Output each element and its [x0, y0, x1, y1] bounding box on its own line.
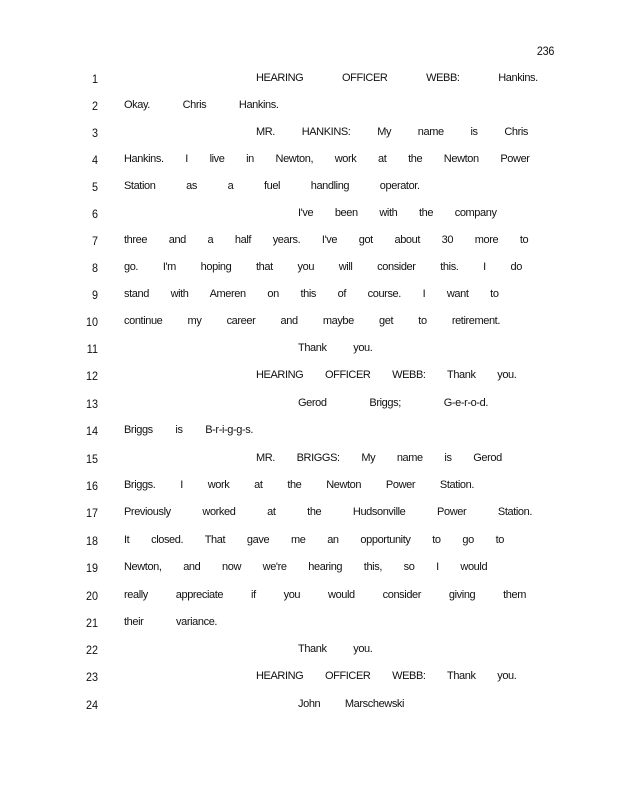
transcript-line	[0, 589, 618, 605]
line-text: continue my career and maybe get to retirement.	[124, 315, 500, 327]
line-number: 8	[91, 261, 98, 275]
line-number: 6	[91, 207, 98, 221]
line-text: Previously worked at the Hudsonville Power Station.	[124, 506, 532, 518]
transcript-line	[0, 126, 618, 142]
line-number: 1	[91, 72, 98, 86]
line-text: John Marschewski	[298, 698, 405, 710]
line-text: Gerod Briggs; G-e-r-o-d.	[298, 397, 488, 409]
line-number: 10	[85, 315, 98, 329]
line-number: 12	[85, 369, 98, 383]
line-number: 14	[85, 424, 98, 438]
line-number: 23	[85, 670, 98, 684]
line-text: Station as a fuel handling operator.	[124, 180, 420, 192]
line-text: Hankins. I live in Newton, work at the Newton Power	[124, 153, 530, 165]
transcript-line	[0, 342, 618, 358]
transcript-line	[0, 315, 618, 331]
line-number: 3	[91, 126, 98, 140]
line-number: 15	[85, 452, 98, 466]
line-number: 2	[91, 99, 98, 113]
line-number: 17	[85, 506, 98, 520]
line-number: 11	[86, 342, 98, 356]
line-number: 7	[91, 234, 98, 248]
transcript-line	[0, 506, 618, 522]
line-text: HEARING OFFICER WEBB: Thank you.	[256, 670, 517, 682]
line-text: HEARING OFFICER WEBB: Hankins.	[256, 72, 538, 84]
transcript-line	[0, 670, 618, 686]
transcript-line	[0, 534, 618, 550]
line-text: MR. HANKINS: My name is Chris	[256, 126, 528, 138]
line-text: stand with Ameren on this of course. I want to	[124, 288, 499, 300]
transcript-line	[0, 261, 618, 277]
transcript-line	[0, 207, 618, 223]
line-number: 22	[85, 643, 98, 657]
transcript-line	[0, 180, 618, 196]
line-number: 20	[85, 589, 98, 603]
transcript-line	[0, 153, 618, 169]
page-number: 236	[536, 44, 554, 58]
line-text: I've been with the company	[298, 207, 497, 219]
transcript-line	[0, 99, 618, 115]
transcript-line	[0, 72, 618, 88]
line-number: 21	[85, 616, 98, 630]
line-text: Briggs is B-r-i-g-g-s.	[124, 424, 253, 436]
transcript-line	[0, 698, 618, 714]
transcript-line	[0, 424, 618, 440]
line-text: three and a half years. I've got about 30 more to	[124, 234, 529, 246]
line-text: Thank you.	[298, 643, 373, 655]
line-text: MR. BRIGGS: My name is Gerod	[256, 452, 502, 464]
transcript-line	[0, 288, 618, 304]
transcript-line	[0, 643, 618, 659]
line-text: their variance.	[124, 616, 218, 628]
transcript-line	[0, 561, 618, 577]
line-number: 4	[91, 153, 98, 167]
line-text: Okay. Chris Hankins.	[124, 99, 279, 111]
transcript-line	[0, 452, 618, 468]
line-text: HEARING OFFICER WEBB: Thank you.	[256, 369, 517, 381]
line-text: Briggs. I work at the Newton Power Station.	[124, 479, 474, 491]
line-number: 9	[91, 288, 98, 302]
line-text: It closed. That gave me an opportunity to go to	[124, 534, 504, 546]
transcript-line	[0, 369, 618, 385]
line-text: Thank you.	[298, 342, 373, 354]
line-number: 16	[85, 479, 98, 493]
transcript-line	[0, 479, 618, 495]
line-text: go. I'm hoping that you will consider this. I do	[124, 261, 522, 273]
line-number: 5	[91, 180, 98, 194]
line-text: Newton, and now we're hearing this, so I would	[124, 561, 488, 573]
line-text: really appreciate if you would consider giving them	[124, 589, 526, 601]
line-number: 13	[85, 397, 98, 411]
line-number: 19	[85, 561, 98, 575]
line-number: 24	[85, 698, 98, 712]
transcript-line	[0, 234, 618, 250]
transcript-line	[0, 616, 618, 632]
line-number: 18	[85, 534, 98, 548]
transcript-line	[0, 397, 618, 413]
